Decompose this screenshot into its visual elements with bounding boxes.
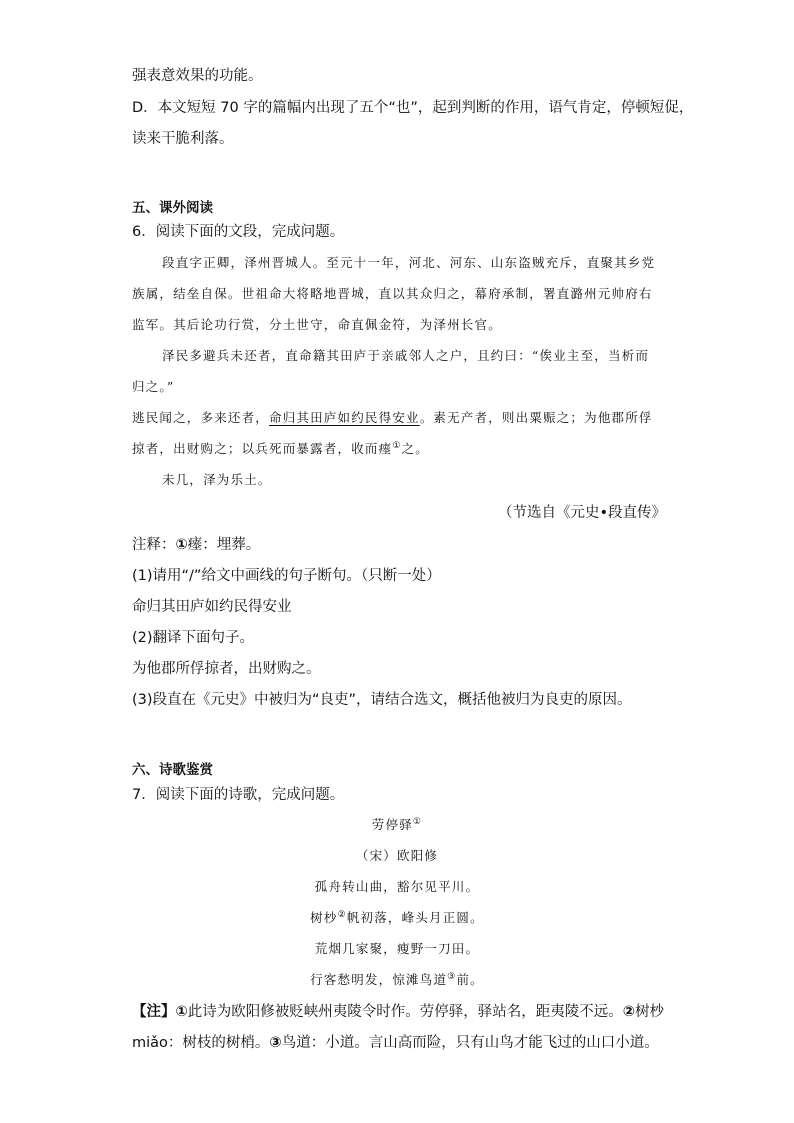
passage-p1-line2: 族属，结垒自保。世祖命大将略地晋城，直以其众归之，幕府承制，署直潞州元帅府右 [132, 286, 653, 301]
poem-title-text: 劳停驿 [371, 817, 413, 832]
poem-note-marker-1: ① [175, 1004, 188, 1020]
poem-line-1: 孤舟转山曲，豁尔见平川。 [314, 879, 480, 894]
question-6-2: (2)翻译下面句子。 [132, 630, 255, 646]
poem-title-note: ① [412, 816, 423, 827]
annotation-label: 注释： [132, 537, 176, 553]
passage-p3-line2-end: 之。 [401, 441, 429, 456]
passage-p3-text-b: 。素无产者，则出粟赈之；为他郡所俘 [419, 410, 653, 425]
passage-p2-line1: 泽民多避兵未还者，直命籍其田庐于亲戚邻人之户，且约曰：“俟业主至，当析而 [162, 348, 650, 363]
question-6-intro: 6．阅读下面的文段，完成问题。 [132, 224, 345, 240]
poem-note-text-1: 此诗为欧阳修被贬峡州夷陵令时作。劳停驿，驿站名，距夷陵不远。 [187, 1004, 623, 1020]
section-6-heading: 六、诗歌鉴赏 [132, 762, 213, 778]
poem-line-4-b: 前。 [456, 972, 484, 987]
poem-note-text-2b: miǎo：树枝的树梢。 [132, 1035, 270, 1051]
passage-p3-line1 [132, 408, 653, 428]
poem-line-4-a: 行客愁明发，惊滩鸟道 [310, 972, 448, 987]
option-d-line1: D．本文短短 70 字的篇幅内出现了五个“也”，起到判断的作用，语气肯定，停顿短促， [132, 100, 694, 116]
question-6-1-sentence: 命归其田庐如约民得安业 [132, 599, 292, 615]
passage-source: （节选自《元史•段直传》 [498, 505, 667, 521]
question-6-3: (3)段直在《元史》中被归为“良吏”，请结合选文，概括他被归为良吏的原因。 [132, 692, 632, 708]
poem-line-2-b: 帆初落，峰头月正圆。 [346, 910, 484, 925]
poem-note-label: 【注】 [132, 1004, 176, 1020]
option-c-end: 强表意效果的功能。 [132, 68, 263, 84]
footnote-marker-1: ① [392, 440, 402, 451]
annotation-marker: ① [175, 537, 188, 553]
section-5-heading: 五、课外阅读 [132, 200, 213, 216]
underlined-sentence: 命归其田庐如约民得安业 [269, 410, 420, 425]
poem-note-line2 [132, 1033, 659, 1053]
poem-note-text-2a: 树杪 [635, 1004, 665, 1020]
passage-p1-line3: 监军。其后论功行赏，分土世守，命直佩金符，为泽州长官。 [132, 317, 502, 332]
passage-p3-line2 [132, 439, 429, 459]
poem-line-4 [132, 970, 662, 990]
poem-note-marker-3: ③ [269, 1035, 282, 1051]
poem-line-3: 荒烟几家聚，瘦野一刀田。 [314, 941, 480, 956]
question-6-2-sentence: 为他郡所俘掠者，出财购之。 [132, 661, 321, 677]
question-6-1: (1)请用“/”给文中画线的句子断句。（只断一处） [132, 568, 441, 584]
poem-note-text-3: 鸟道：小道。言山高而险，只有山鸟才能飞过的山口小道。 [281, 1035, 659, 1051]
poem-note-marker-2: ② [622, 1004, 636, 1020]
option-d-line2: 读来干脆利落。 [132, 131, 234, 147]
poem-line-2-a: 树杪 [310, 910, 338, 925]
passage-p2-line2: 归之。” [132, 379, 175, 394]
question-7-intro: 7．阅读下面的诗歌，完成问题。 [132, 787, 345, 803]
poem-line-2-note: ② [337, 909, 347, 920]
poem-line-4-note: ③ [447, 971, 457, 982]
poem-author: （宋）欧阳修 [355, 848, 439, 863]
annotation-text: 瘗：埋葬。 [187, 537, 261, 553]
passage-p3-text-a: 逃民闻之，多来还者， [132, 410, 270, 425]
poem-note-line1 [132, 1002, 664, 1022]
passage-p1-line1: 段直字正卿，泽州晋城人。至元十一年，河北、河东、山东盗贼充斥，直聚其乡党 [162, 255, 656, 270]
passage-p3-line2-text: 掠者，出财购之；以兵死而暴露者，收而瘗 [132, 441, 393, 456]
annotation [132, 535, 260, 555]
poem-title [132, 815, 662, 835]
passage-p4: 未几，泽为乐土。 [162, 472, 272, 487]
poem-line-2 [132, 908, 662, 928]
